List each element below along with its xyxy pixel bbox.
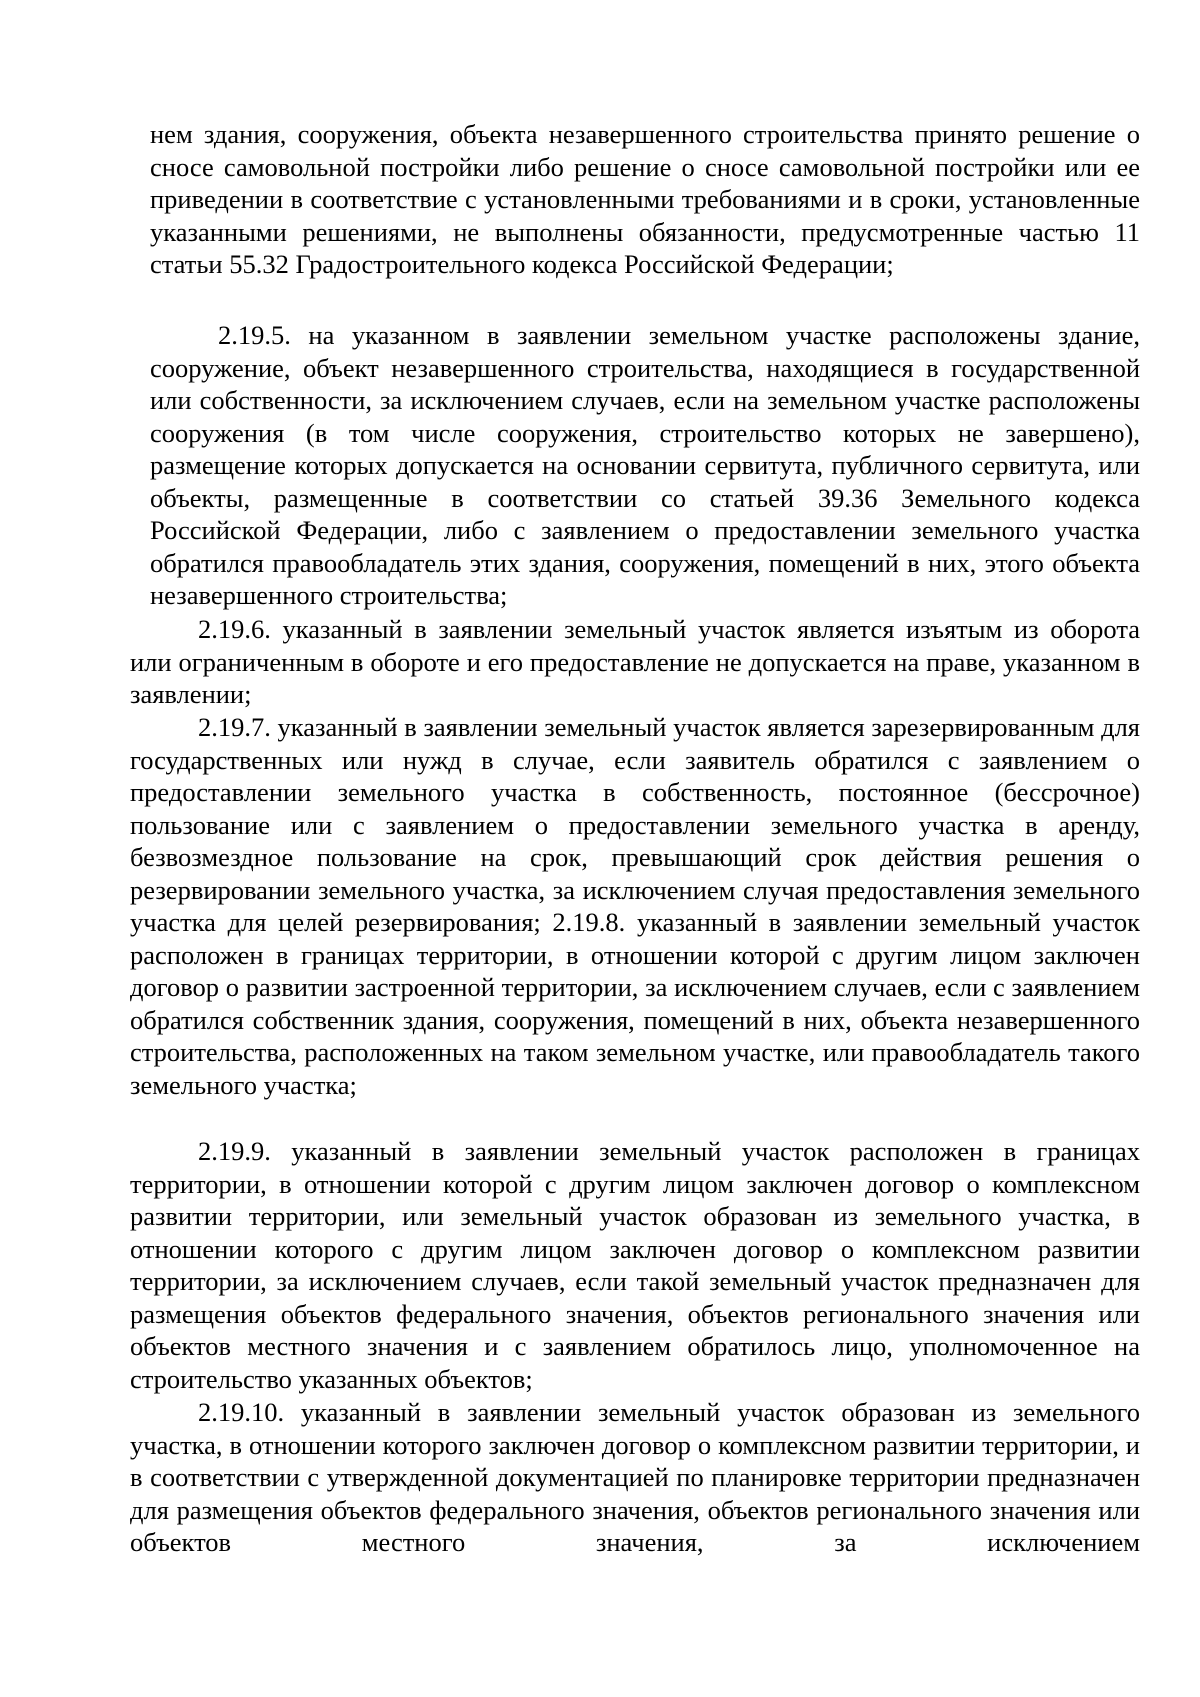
paragraph-2-19-5: 2.19.5. на указанном в заявлении земельном участке расположены здание, сооружение, объект незавершенного строительства, находящиеся в государственной или собственности, за исключением случаев, если на земельном участке расположены сооружения (в том числе сооружения, строительство которых не завершено), размещение которых допускается на основании сервитута, публичного сервитута, или объекты, размещенные в соответствии со статьей 39.36 Земельного кодекса Российской Федерации, либо с заявлением о предоставлении земельного участка обратился правообладатель этих здания, сооружения, помещений в них, этого объекта незавершенного строительства; xyxy=(150,320,1140,610)
paragraph-2-19-6: 2.19.6. указанный в заявлении земельный участок является изъятым из оборота или ограниченным в обороте и его предоставление не допускается на праве, указанном в заявлении; xyxy=(130,614,1140,709)
paragraph-2-19-9: 2.19.9. указанный в заявлении земельный участок расположен в границах территории, в отношении которой с другим лицом заключен договор о комплексном развитии территории, или земельный участок образован из земельного участка, в отношении которого с другим лицом заключен договор о комплексном развитии территории, за исключением случаев, если такой земельный участок предназначен для размещения объектов федерального значения, объектов регионального значения или объектов местного значения и с заявлением обратилось лицо, уполномоченное на строительство указанных объектов; xyxy=(130,1136,1140,1394)
paragraph-continuation: нем здания, сооружения, объекта незавершенного строительства принято решение о сносе самовольной постройки либо решение о сносе самовольной постройки или ее приведении в соответствие с установленными требованиями и в сроки, установленные указанными решениями, не выполнены обязанности, предусмотренные частью 11 статьи 55.32 Градостроительного кодекса Российской Федерации; xyxy=(150,119,1140,279)
paragraph-2-19-7-and-2-19-8: 2.19.7. указанный в заявлении земельный участок является зарезервированным для государственных или нужд в случае, если заявитель обратился с заявлением о предоставлении земельного участка в собственность, постоянное (бессрочное) пользование или с заявлением о предоставлении земельного участка в аренду, безвозмездное пользование на срок, превышающий срок действия решения о резервировании земельного участка, за исключением случая предоставления земельного участка для целей резервирования; 2.19.8. указанный в заявлении земельный участок расположен в границах территории, в отношении которой с другим лицом заключен договор о развитии застроенной территории, за исключением случаев, если с заявлением обратился собственник здания, сооружения, помещений в них, объекта незавершенного строительства, расположенных на таком земельном участке, или правообладатель такого земельного участка; xyxy=(130,712,1140,1100)
paragraph-2-19-10: 2.19.10. указанный в заявлении земельный участок образован из земельного участка, в отношении которого заключен договор о комплексном развитии территории, и в соответствии с утвержденной документацией по планировке территории предназначен для размещения объектов федерального значения, объектов регионального значения или объектов местного значения, за исключением xyxy=(130,1397,1140,1557)
